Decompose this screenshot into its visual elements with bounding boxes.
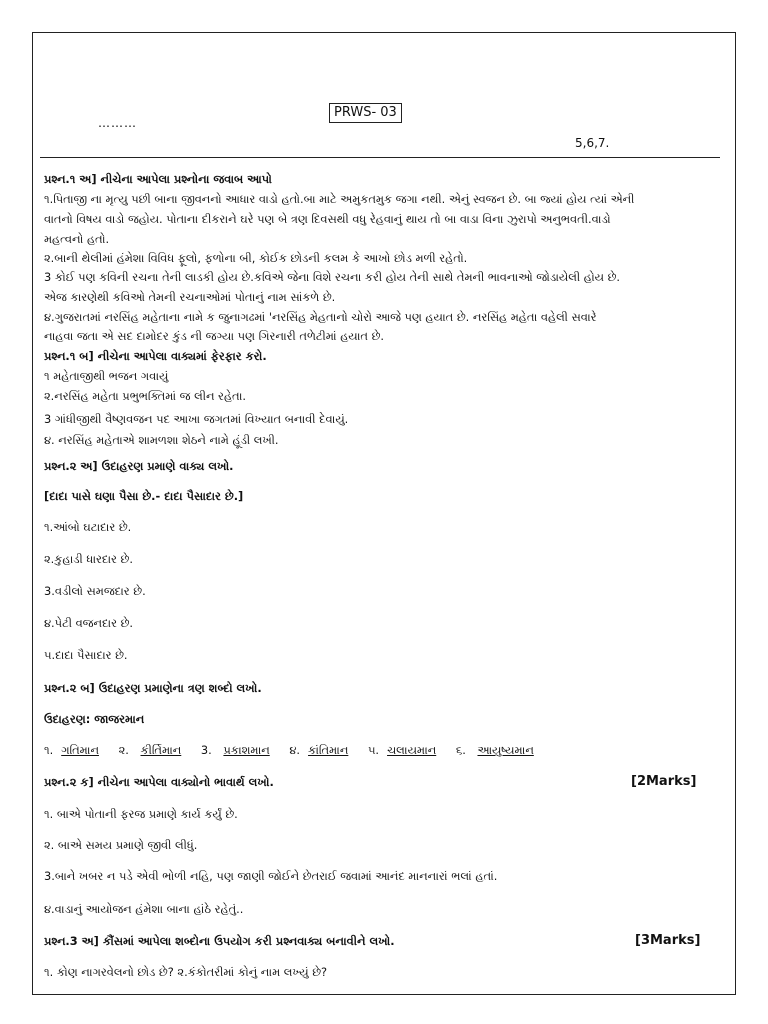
- header-dots: ………: [98, 116, 137, 130]
- question-3a-title: પ્રશ્ન.3 અ] કૌંસમાં આપેલા શબ્દોના ઉપયોગ કરી પ્રશ્નવાક્ય બનાવીને લખો.: [44, 934, 395, 948]
- q1a-line: વાતનો વિષય વાડો જહોય. પોતાના દીકરાને ઘરે પણ બે ત્રણ દિવસથી વધુ રેહવાનું થાય તો બા વાડા વિના ઝુરાપો અનુભવતી.વાડો: [44, 212, 611, 226]
- q2c-marks: [2Marks]: [631, 774, 697, 789]
- document-code-box: PRWS- 03: [329, 103, 402, 123]
- q1a-line: ૨.બાની થેલીમાં હંમેશા વિવિધ ફૂલો, ફળોના બી, કોઈક છોડની કલમ કે આખો છોડ મળી રહેતો.: [44, 251, 468, 265]
- header-divider: [40, 157, 720, 158]
- word-number: ૨.: [118, 743, 129, 757]
- word-number: ૧.: [44, 743, 54, 757]
- word-item: [201, 743, 278, 757]
- q1a-line: એજ કારણેથી કવિઓ તેમની રચનાઓમાં પોતાનું નામ સાંકળે છે.: [44, 290, 336, 304]
- word-number: ૪.: [289, 743, 301, 757]
- question-2a-title: પ્રશ્ન.૨ અ] ઉદાહરણ પ્રમાણે વાક્ય લખો.: [44, 459, 234, 473]
- q2c-line: ૪.વાડાનું આયોજન હંમેશા બાના હાંઠે રહેતું..: [44, 902, 244, 916]
- q1b-line: ૧ મહેતાજીથી ભજન ગવાયું: [44, 369, 169, 383]
- q1a-line: નાહવા જતા એ સદ દામોદર કુંડ ની જગ્યા પણ ગિરનારી તળેટીમાં હયાત છે.: [44, 329, 385, 343]
- q2a-example: [દાદા પાસે ઘણા પૈસા છે.- દાદા પૈસાદાર છે.]: [44, 489, 244, 503]
- word-item: [289, 743, 356, 757]
- q1b-line: 3 ગાંધીજીથી વૈષ્ણવજન પદ આખા જગતમાં વિખ્યાત બનાવી દેવાયું.: [44, 412, 349, 426]
- q1b-line: ૪. નરસિંહ મહેતાએ શામળશા શેઠને નામે હૂંડી લખી.: [44, 433, 279, 447]
- question-1a-title: પ્રશ્ન.૧ અ] નીચેના આપેલા પ્રશ્નોના જવાબ આપો: [44, 172, 272, 186]
- q1a-line: ૪.ગુજરાતમાં નરસિંહ મહેતાના નામે ક જુનાગઢમાં 'નરસિંહ મેહતાનો ચોરો આજે પણ હયાત છે. નરસિંહ મહેતા વહેલી સવારે: [44, 310, 597, 324]
- q3a-marks: [3Marks]: [635, 933, 701, 948]
- q2a-line: ૨.કુહાડી ધારદાર છે.: [44, 552, 133, 566]
- q2a-line: ૪.પેટી વજનદાર છે.: [44, 616, 134, 630]
- q2c-line: ૧. બાએ પોતાની ફરજ પ્રમાણે કાર્ય કર્યું છે.: [44, 807, 238, 821]
- q1a-line: મહત્વનો હતો.: [44, 232, 110, 246]
- word-item: [44, 743, 107, 757]
- q1b-line: ૨.નરસિંહ મહેતા પ્રભુભક્તિમાં જ લીન રહેતા.: [44, 389, 247, 403]
- word-item: [368, 743, 444, 757]
- question-1b-title: પ્રશ્ન.૧ બ] નીચેના આપેલા વાક્યમાં ફેરફાર કરો.: [44, 349, 267, 363]
- question-2b-title: પ્રશ્ન.૨ બ] ઉદાહરણ પ્રમાણેના ત્રણ શબ્દો લખો.: [44, 681, 262, 695]
- word-text: કાંતિમાન: [308, 743, 349, 757]
- q2c-line: ૨. બાએ સમય પ્રમાણે જીવી લીધું.: [44, 838, 198, 852]
- word-text: ચલાયમાન: [387, 743, 437, 757]
- word-item: [119, 743, 190, 757]
- q2b-example-label: ઉદાહરણ: જાજરમાન: [44, 712, 145, 726]
- word-text: પ્રકાશમાન: [223, 743, 270, 757]
- word-text: કીર્તિમાન: [140, 743, 182, 757]
- q2c-line: 3.બાને ખબર ન પડે એવી ભોળી નહિ, પણ જાણી જોઈને છેતરાઈ જવામાં આનંદ માનનારાં ભલાં હતાં.: [44, 869, 498, 883]
- word-text: ગતિમાન: [61, 743, 99, 757]
- q2a-line: ૧.આંબો ઘટાદાર છે.: [44, 520, 132, 534]
- word-text: આયુષ્યમાન: [477, 743, 534, 757]
- q1a-line: ૧.પિતાજી ના મૃત્યુ પછી બાના જીવનનો આધાર વાડો હતો.બા માટે અમુકતમુક જગા નથી. એનું સ્વજન છે. બા જ્યાં હોય ત્યાં એની: [44, 192, 635, 206]
- word-number: 3.: [200, 743, 212, 757]
- word-number: ૬.: [455, 743, 466, 757]
- q3a-line: ૧. કોણ નાગરવેલનો છોડ છે? ૨.કંકોતરીમાં કોનું નામ લખ્યું છે?: [44, 965, 328, 979]
- word-number: ૫.: [367, 743, 380, 757]
- q2b-word-list: [44, 743, 550, 758]
- word-item: [456, 743, 542, 757]
- q1a-line: 3 કોઈ પણ કવિની રચના તેની લાડકી હોય છે.કવિએ જેના વિશે રચના કરી હોય તેની સાથે તેમની ભાવનાઓ જોડાયેલી હોય છે.: [44, 270, 621, 284]
- question-2c-title: પ્રશ્ન.૨ ક] નીચેના આપેલા વાક્યોનો ભાવાર્થ લખો.: [44, 775, 274, 789]
- standards-label: 5,6,7.: [575, 136, 610, 150]
- q2a-line: ૫.દાદા પૈસાદાર છે.: [44, 648, 128, 662]
- q2a-line: 3.વડીલો સમજદાર છે.: [44, 584, 146, 598]
